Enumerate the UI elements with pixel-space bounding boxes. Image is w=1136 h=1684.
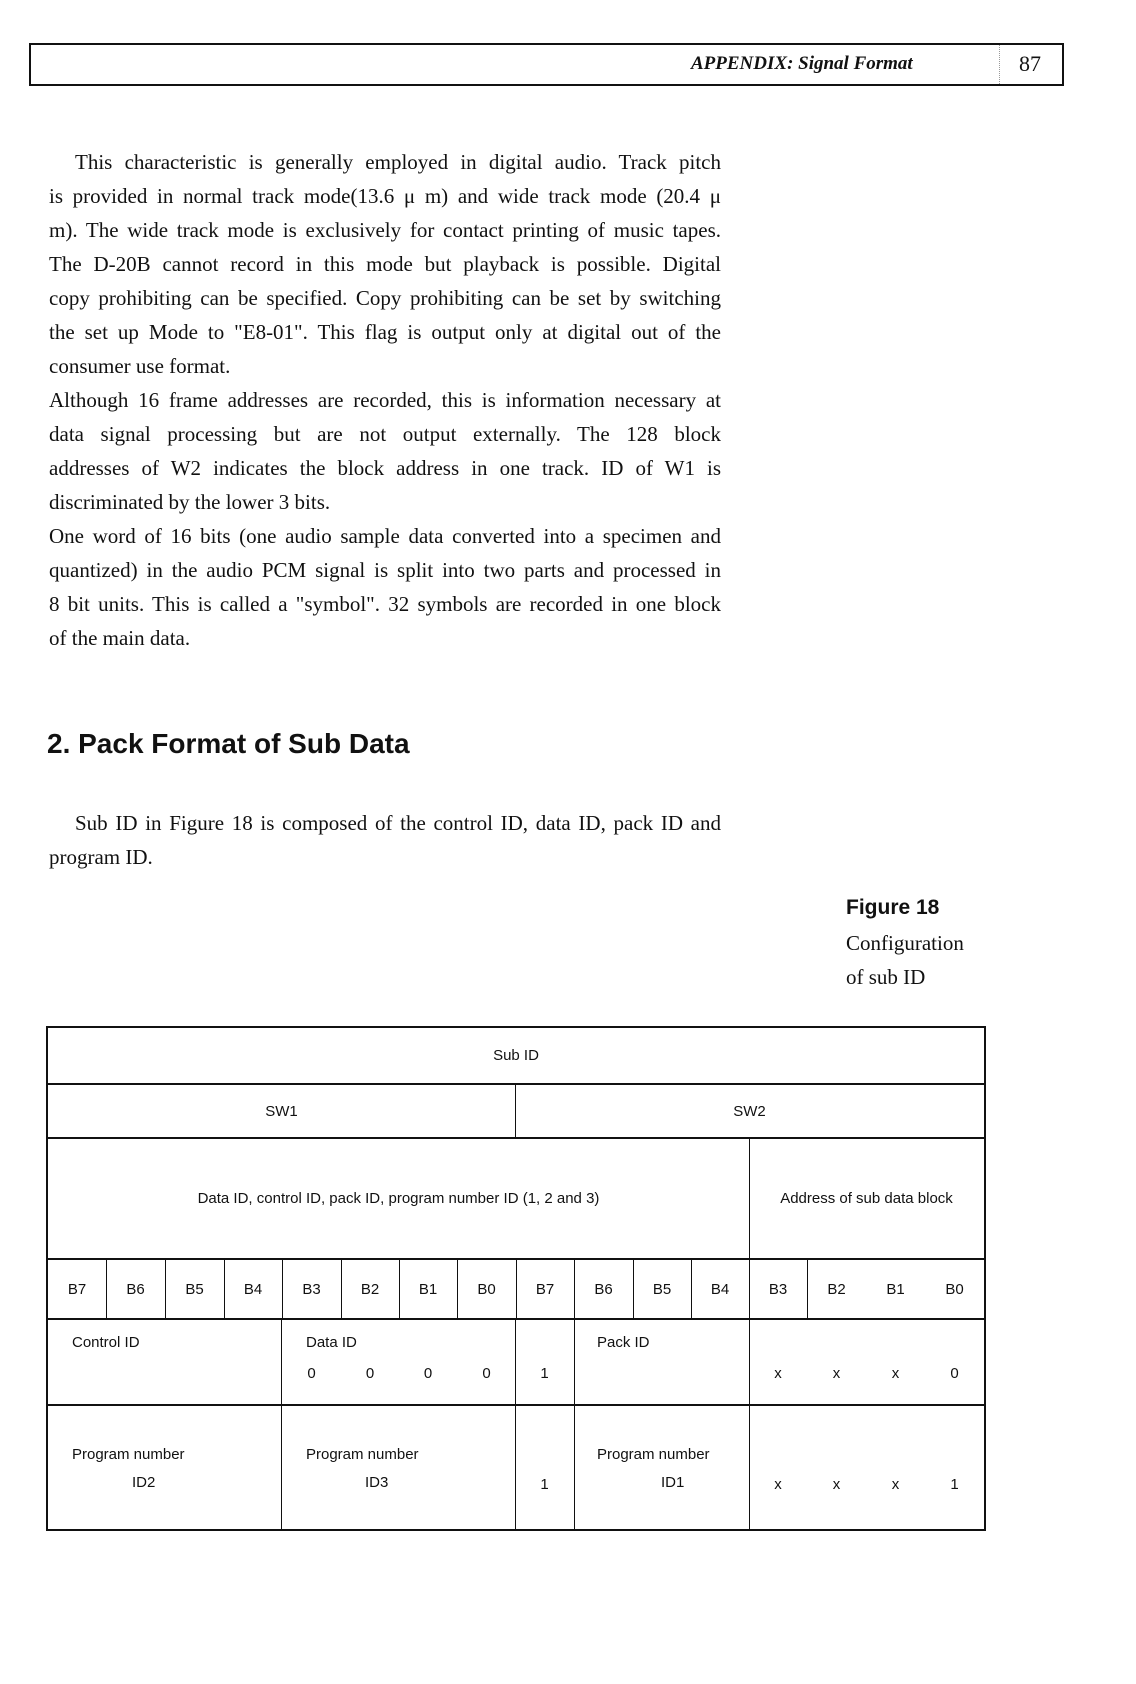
paragraph-line: addresses of W2 indicates the block address in one track. ID of W1 is <box>49 456 721 480</box>
paragraph-line: data signal processing but are not output externally. The 128 block <box>49 422 721 446</box>
bit-header: B6 <box>594 1280 613 1298</box>
sub-id-table <box>46 1026 986 1531</box>
paragraph-line: One word of 16 bits (one audio sample data converted into a specimen and <box>49 524 721 548</box>
program-id1: ID1 <box>661 1474 685 1491</box>
bit-value: x <box>832 1364 841 1382</box>
bit-header: B0 <box>477 1280 496 1298</box>
paragraph-line: consumer use format. <box>49 354 231 378</box>
bit-value: x <box>832 1475 841 1493</box>
bit-value: 1 <box>950 1475 959 1493</box>
bit-value: 0 <box>365 1364 375 1382</box>
paragraph-line: is provided in normal track mode(13.6 μ m) and wide track mode (20.4 μ <box>49 184 721 208</box>
bit-header: B4 <box>710 1280 730 1298</box>
program-id2: ID2 <box>132 1474 156 1491</box>
bit-header: B6 <box>126 1280 145 1298</box>
header-divider <box>999 45 1000 84</box>
paragraph-line: quantized) in the audio PCM signal is split into two parts and processed in <box>49 558 721 582</box>
address-description: Address of sub data block <box>780 1190 953 1207</box>
paragraph-line: The D-20B cannot record in this mode but playback is possible. Digital <box>49 252 721 276</box>
bit-header: B2 <box>360 1280 380 1298</box>
program-number-label: Program number <box>72 1446 185 1463</box>
bit-value: 0 <box>423 1364 433 1382</box>
bit-header: B4 <box>243 1280 263 1298</box>
paragraph-line: This characteristic is generally employed in digital audio. Track pitch <box>75 150 721 174</box>
figure-caption: of sub ID <box>846 965 926 989</box>
bit-header: B7 <box>535 1280 555 1298</box>
page-header <box>29 43 1064 86</box>
bit-header: B5 <box>185 1280 204 1298</box>
section-heading: 2. Pack Format of Sub Data <box>47 728 410 759</box>
sw2-b7-value: 1 <box>540 1364 549 1382</box>
bit-header: B2 <box>827 1280 846 1298</box>
page-number: 87 <box>1019 51 1041 76</box>
bit-header: B3 <box>302 1280 321 1298</box>
bit-header: B3 <box>768 1280 788 1298</box>
figure-caption: Configuration <box>846 931 964 955</box>
bit-header: B7 <box>67 1280 87 1298</box>
paragraph-line: 8 bit units. This is called a "symbol". 32 symbols are recorded in one block <box>49 592 721 616</box>
sw2-label: SW2 <box>733 1102 766 1120</box>
sw1-label: SW1 <box>265 1102 298 1120</box>
bit-value: 0 <box>950 1364 959 1382</box>
bit-value: 0 <box>482 1364 491 1382</box>
sub-id-title: Sub ID <box>493 1047 539 1064</box>
paragraph-line: Although 16 frame addresses are recorded, this is information necessary at <box>49 388 721 412</box>
paragraph-line: of the main data. <box>49 626 191 650</box>
header-title: APPENDIX: Signal Format <box>691 53 913 74</box>
paragraph-line: copy prohibiting can be specified. Copy prohibiting can be set by switching <box>49 286 721 310</box>
bit-header: B5 <box>652 1280 672 1298</box>
bit-value: x <box>774 1364 782 1382</box>
program-id3: ID3 <box>365 1474 389 1491</box>
paragraph-line: discriminated by the lower 3 bits. <box>49 490 331 514</box>
bit-value: x <box>774 1475 782 1493</box>
control-id-label: Control ID <box>72 1334 140 1351</box>
program-number-label: Program number <box>597 1446 710 1463</box>
paragraph-line: the set up Mode to "E8-01". This flag is output only at digital out of the <box>49 320 721 344</box>
sw2-b7-value: 1 <box>540 1475 549 1493</box>
bit-header: B0 <box>945 1280 964 1298</box>
ids-description: Data ID, control ID, pack ID, program number ID (1, 2 and 3) <box>197 1190 600 1207</box>
figure-number: Figure 18 <box>846 896 940 919</box>
intro-line: program ID. <box>49 845 153 869</box>
intro-line: Sub ID in Figure 18 is composed of the control ID, data ID, pack ID and <box>75 811 721 835</box>
bit-value: x <box>891 1475 900 1493</box>
data-id-label: Data ID <box>306 1334 357 1351</box>
bit-header: B1 <box>418 1280 438 1298</box>
bit-value: 0 <box>307 1364 316 1382</box>
paragraph-line: m). The wide track mode is exclusively for contact printing of music tapes. <box>49 218 721 242</box>
pack-id-label: Pack ID <box>597 1334 650 1351</box>
program-number-label: Program number <box>306 1446 419 1463</box>
bit-value: x <box>891 1364 900 1382</box>
bit-header: B1 <box>886 1280 905 1298</box>
